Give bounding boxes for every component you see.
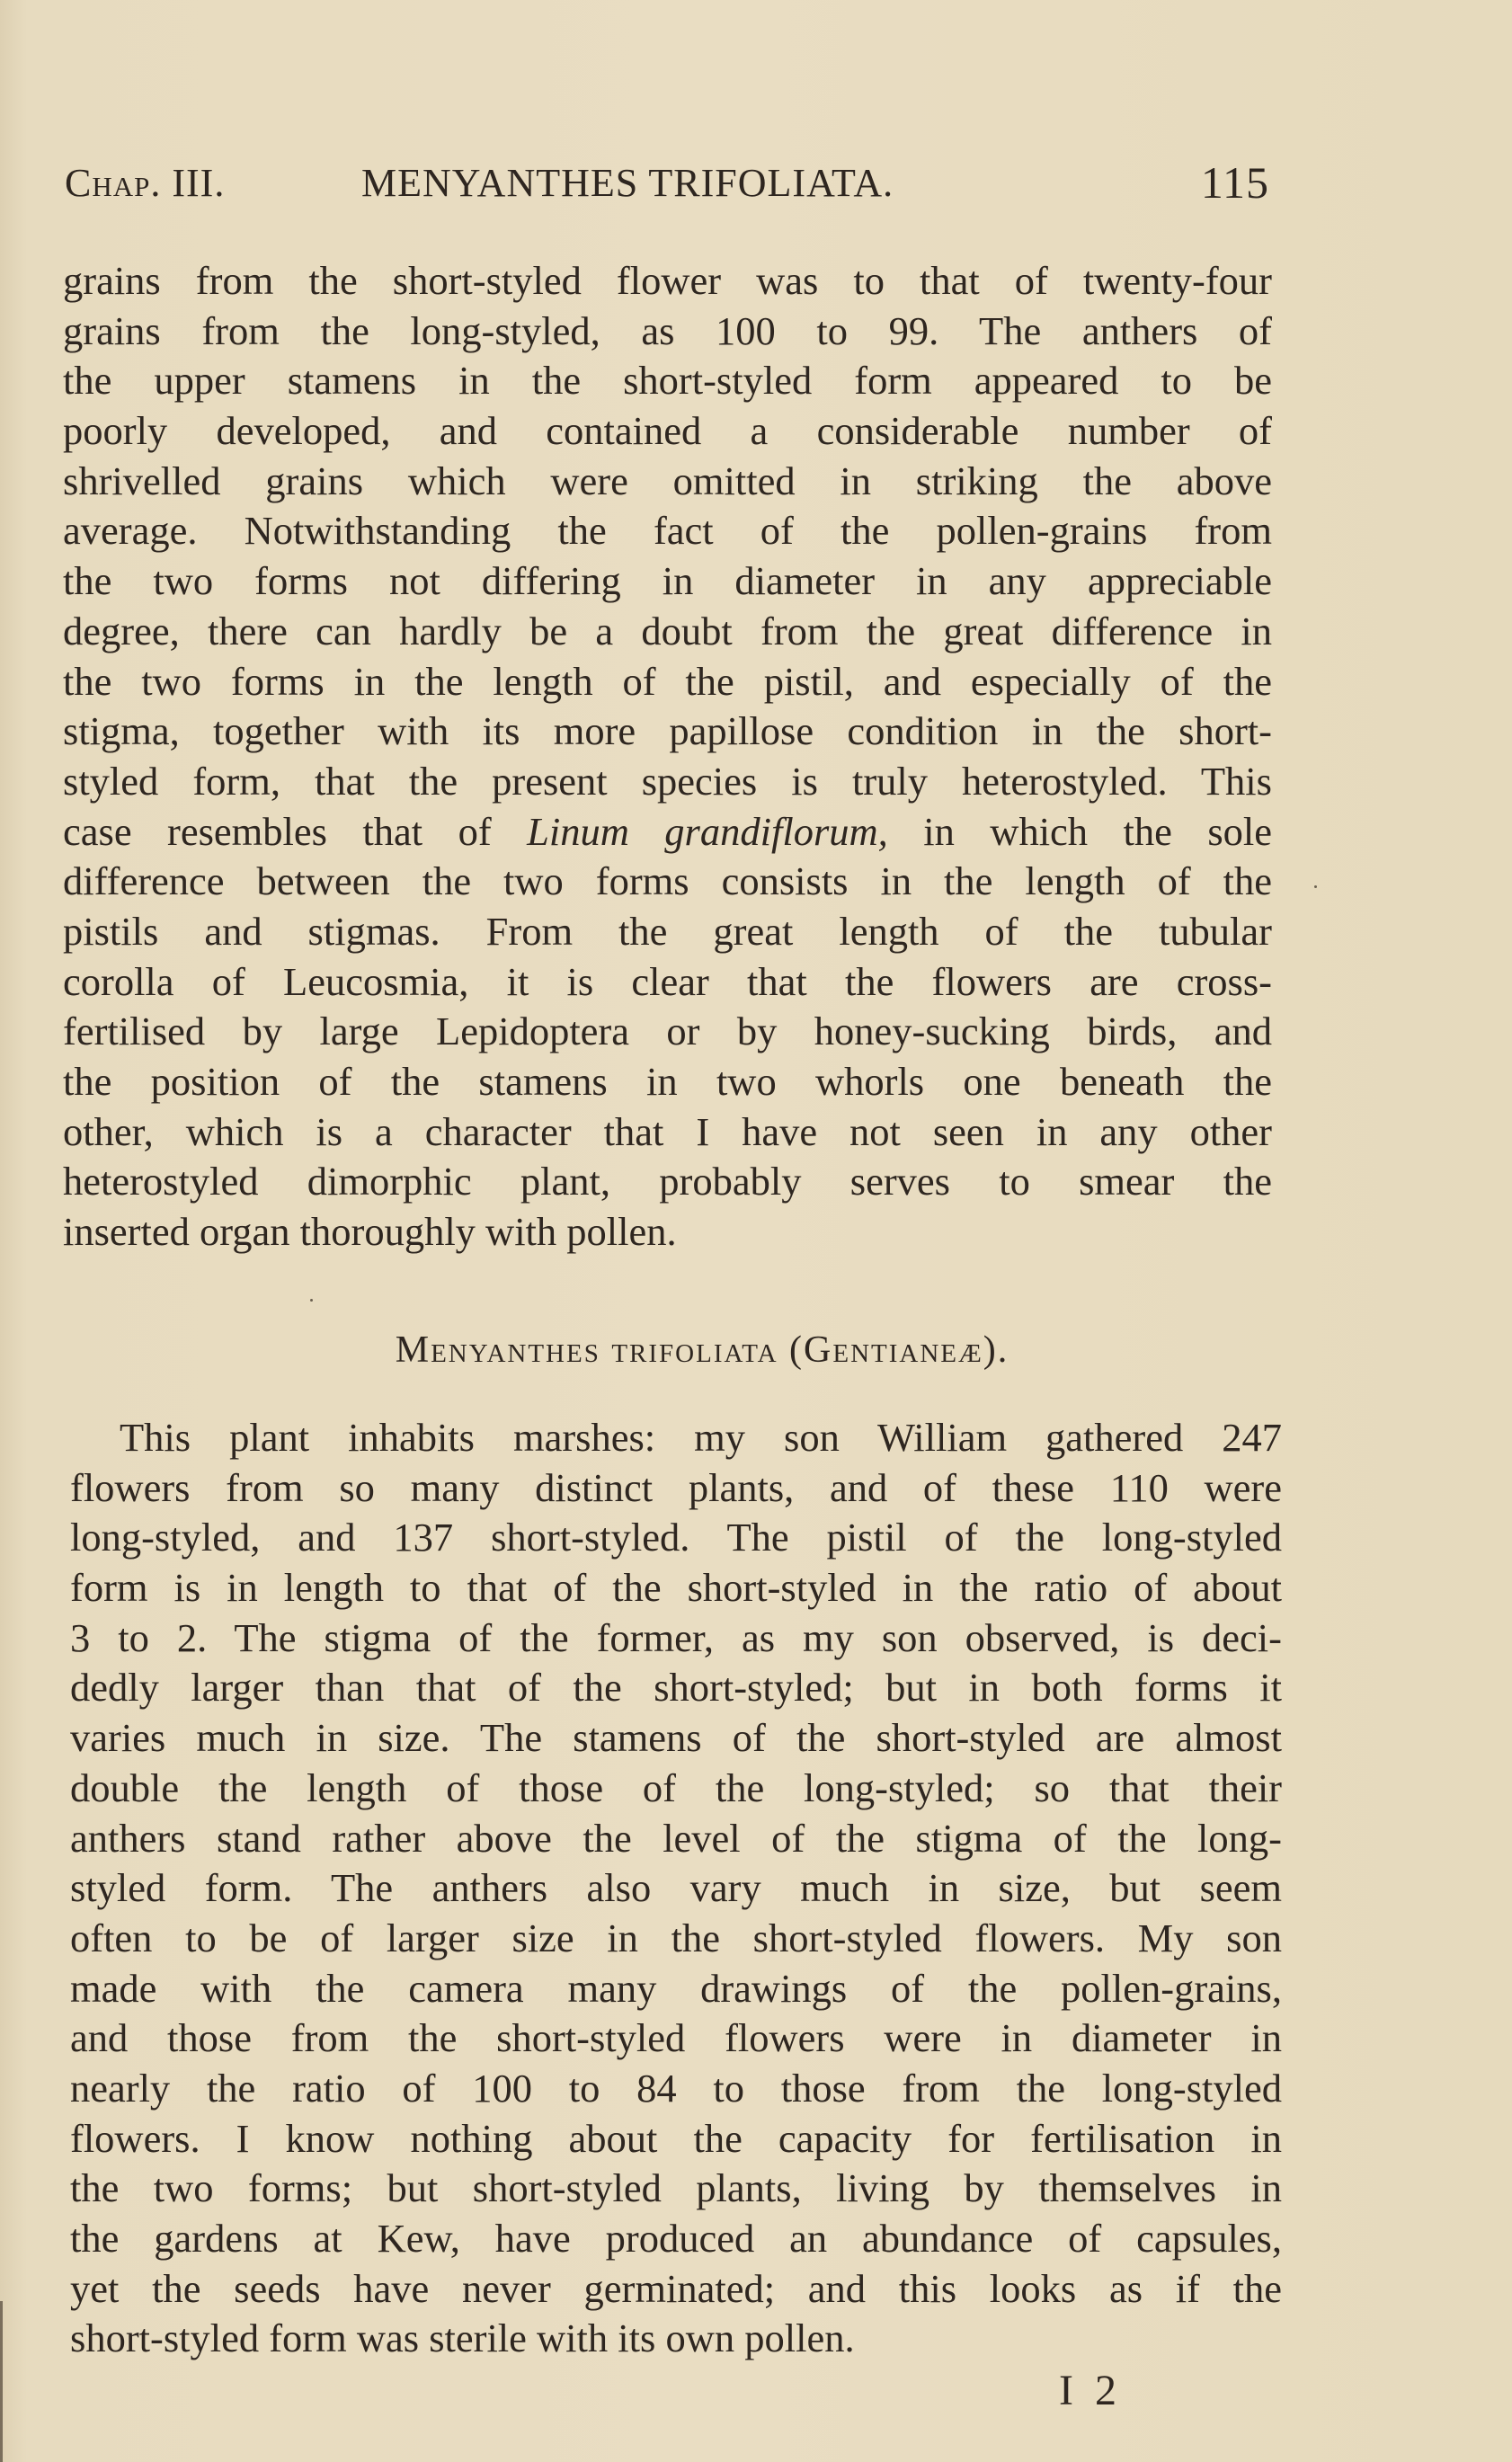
running-title: MENYANTHES TRIFOLIATA. xyxy=(361,161,894,205)
text-line: the position of the stamens in two whorls one beneath the xyxy=(63,1059,1272,1104)
text-line: flowers from so many distinct plants, and of these 110 were xyxy=(70,1464,1282,1510)
text-line: corolla of Leucosmia, it is clear that the flowers are cross- xyxy=(63,958,1272,1004)
text-line: grains from the short-styled flower was to that of twenty-four xyxy=(63,258,1272,303)
text-line: heterostyled dimorphic plant, probably serves to smear the xyxy=(63,1159,1272,1204)
text-line: inserted organ thoroughly with pollen. xyxy=(63,1209,677,1255)
page-edge-shadow xyxy=(0,2301,3,2462)
text-fragment: in which the sole xyxy=(923,808,1273,854)
text-line: average. Notwithstanding the fact of the pollen-grains from xyxy=(63,508,1272,554)
text-line: form is in length to that of the short-styled in the ratio of about xyxy=(70,1565,1282,1611)
text-line: the upper stamens in the short-styled form appeared to be xyxy=(63,358,1272,404)
text-line: flowers. I know nothing about the capacity for fertilisation in xyxy=(70,2115,1282,2161)
text-line-with-italic xyxy=(63,807,1272,858)
running-header xyxy=(65,157,1269,214)
text-line: dedly larger than that of the short-styled; but in both forms it xyxy=(70,1665,1282,1711)
text-line: stigma, together with its more papillose condition in the short- xyxy=(63,708,1272,754)
species-name-italic: Linum grandiflorum, xyxy=(527,808,888,854)
text-line: poorly developed, and contained a considerable number of xyxy=(63,408,1272,454)
text-line: This plant inhabits marshes: my son William gathered 247 xyxy=(120,1415,1282,1460)
text-line: degree, there can hardly be a doubt from the great difference in xyxy=(63,608,1272,653)
text-line: anthers stand rather above the level of the stigma of the long- xyxy=(70,1815,1282,1861)
text-line: double the length of those of the long-styled; so that their xyxy=(70,1764,1282,1810)
text-line: styled form, that the present species is truly heterostyled. This xyxy=(63,758,1272,804)
text-line: styled form. The anthers also vary much in size, but seem xyxy=(70,1865,1282,1911)
speck xyxy=(310,1299,313,1302)
text-line: the two forms not differing in diameter in any appreciable xyxy=(63,558,1272,604)
text-line: often to be of larger size in the short-styled flowers. My son xyxy=(70,1915,1282,1960)
text-line: the gardens at Kew, have produced an abundance of capsules, xyxy=(70,2216,1282,2261)
text-line: the two forms; but short-styled plants, living by themselves in xyxy=(70,2165,1282,2211)
text-line: grains from the long-styled, as 100 to 99. The anthers of xyxy=(63,307,1272,353)
text-line: difference between the two forms consists in the length of the xyxy=(63,858,1272,904)
section-heading xyxy=(0,1329,1512,1372)
text-line: the two forms in the length of the pistil, and especially of the xyxy=(63,658,1272,704)
section-heading-text: Menyanthes trifoliata (Gentianeæ). xyxy=(395,1329,1009,1371)
text-line: long-styled, and 137 short-styled. The pistil of the long-styled xyxy=(70,1515,1282,1560)
text-line: short-styled form was sterile with its own pollen. xyxy=(70,2315,855,2361)
text-fragment: case resembles that of xyxy=(63,808,492,854)
text-line: fertilised by large Lepidoptera or by honey-sucking birds, and xyxy=(63,1009,1272,1054)
text-line: nearly the ratio of 100 to 84 to those from the long-styled xyxy=(70,2065,1282,2111)
speck xyxy=(1314,885,1317,888)
text-line: varies much in size. The stamens of the short-styled are almost xyxy=(70,1715,1282,1761)
chapter-label: Chap. III. xyxy=(65,161,226,205)
menyanthes-paragraph xyxy=(70,1413,1282,2364)
text-line: shrivelled grains which were omitted in striking the above xyxy=(63,458,1272,503)
page-number: 115 xyxy=(1200,157,1269,208)
text-line: 3 to 2. The stigma of the former, as my son observed, is deci- xyxy=(70,1614,1282,1660)
text-line: made with the camera many drawings of the pollen-grains, xyxy=(70,1965,1282,2011)
text-line: yet the seeds have never germinated; and this looks as if the xyxy=(70,2265,1282,2311)
continued-paragraph xyxy=(63,256,1272,1258)
text-line: other, which is a character that I have not seen in any other xyxy=(63,1108,1272,1154)
text-line: pistils and stigmas. From the great length of the tubular xyxy=(63,908,1272,954)
signature-mark: I 2 xyxy=(1059,2367,1122,2414)
text-line: and those from the short-styled flowers were in diameter in xyxy=(70,2015,1282,2061)
